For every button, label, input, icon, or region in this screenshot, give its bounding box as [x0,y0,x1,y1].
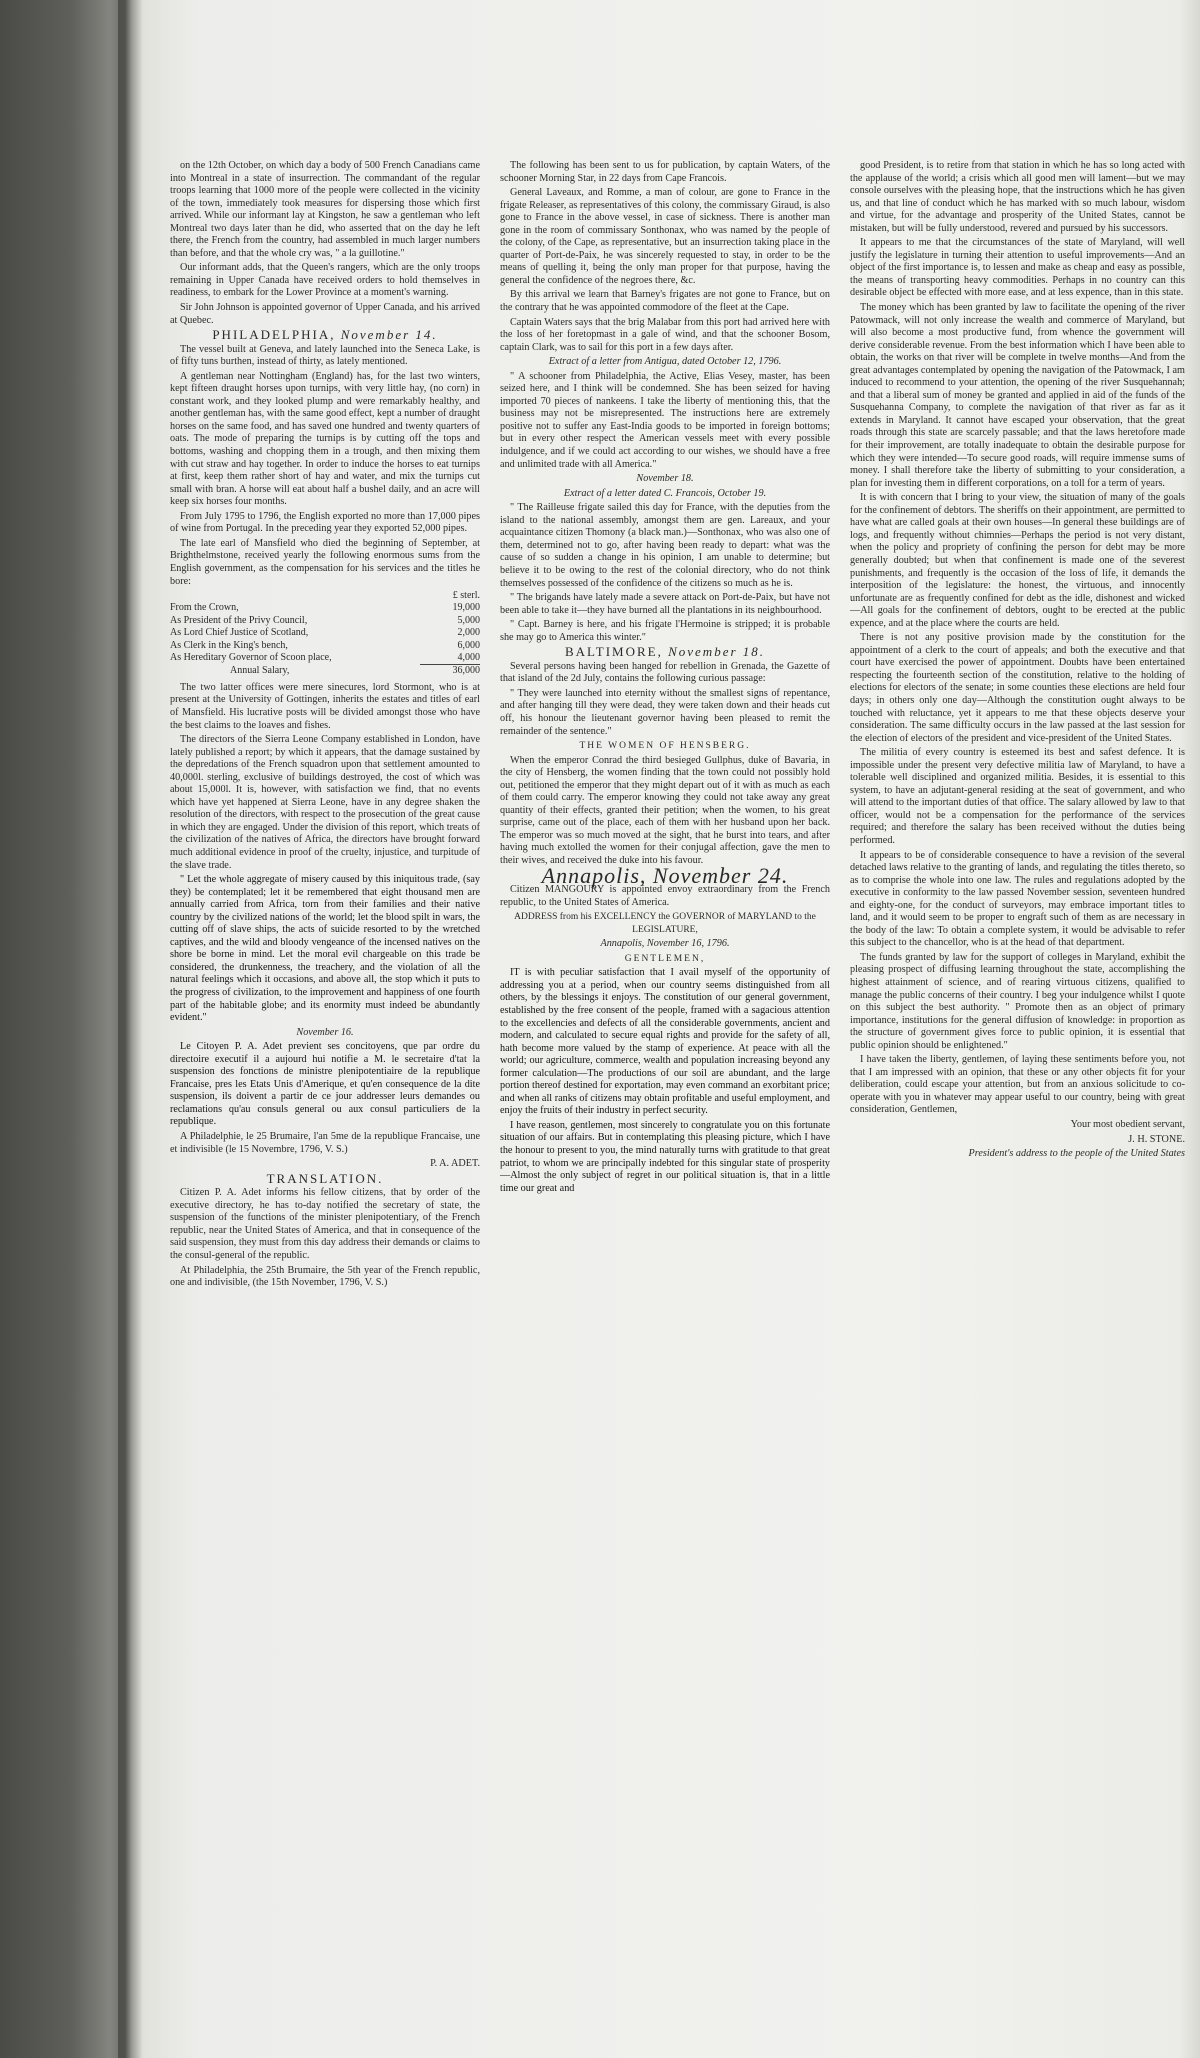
paragraph: good President, is to retire from that station in which he has so long acted with the applause of the world; a crisis which all good men will lament—but we may console ourselves with the pleasing hope, that the instructions which he has given us, and that line of conduct which he has marked with so much labour, wisdom and virtue, for the advantage and prosperity of the United States, cannot be mistaken, but will be fully understood, revered and pursued by his successors. [850,160,1185,234]
paragraph: From July 1795 to 1796, the English exported no more than 17,000 pipes of wine from Portugal. In the preceding year they exported 52,000 pipes. [170,510,480,535]
paragraph: " The brigands have lately made a severe attack on Port-de-Paix, but have not been able to take it—they have burned all the plantations in its neighbourhood. [500,592,830,616]
paragraph: The vessel built at Geneva, and lately launched into the Seneca Lake, is of fifty tuns burthen, instead of thirty, as lately mentioned. [170,343,480,368]
heading-date: November 14. [340,327,438,343]
paragraph: on the 12th October, on which day a body of 500 French Canadians came into Montreal in a state of insurrection. The commandant of the regular troops learning that 1000 more of the people were collected in the vicinity of the town, immediately took measures for dispersing those which first arrived. While our informant lay at Kingston, he saw a gentleman who left Montreal two days later than he did, who asserted that on the day he left there, the French from the country, had assembled in much larger numbers than before, and that the whole cry was, " a la guillotine." [170,160,480,259]
table-row: As Hereditary Governor of Scoon place, 4,000 [170,652,480,664]
paragraph: The following has been sent to us for publication, by captain Waters, of the schooner Morning Star, in 22 days from Cape Francois. [500,160,830,184]
paragraph: IT is with peculiar satisfaction that I avail myself of the opportunity of addressing you at a period, when our country seems distinguished from all others, by the blessings it enjoys. The constitution of our general government, established by the free consent of the people, framed with a sagacious attention to the excellencies and defects of all the considerable governments, ancient and modern, and calculated to secure equal rights and provide for the safety of all, hath become more valued by the stamp of experience. At peace with all the world; our agriculture, commerce, wealth and population increasing beyond any former calculation—The productions of our soil are abundant, and the large portion thereof destined for exportation, may even command an exorbitant price; and when all ranks of citizens may obtain profitable and useful employment, and enjoy the fruits of their industry in perfect security. [500,967,830,1117]
paragraph: The late earl of Mansfield who died the beginning of September, at Brighthelmstone, received yearly the following enormous sums from the English government, as the compensation for his services and the titles he bore: [170,537,480,587]
table-row: From the Crown, 19,000 [170,602,480,614]
paragraph: Our informant adds, that the Queen's rangers, which are the only troops remaining in Upper Canada have received orders to hold themselves in readiness, to embark for the Lower Province at a moment's warning. [170,262,480,299]
paragraph: When the emperor Conrad the third besieged Gullphus, duke of Bavaria, in the city of Hensberg, the women finding that the town could not possibly hold out, petitioned the emperor that they might depart out of it with as much as each of them could carry. The emperor knowing they could not take away any great quantity of their effects, granted their petition; when the women, to his great surprise, came out of the place, each of them with her husband upon her back. The emperor was so much moved at the sight, that he burst into tears, and after having much extolled the women for their conjugal affection, gave the men to their wives, and received the duke into his favour. [500,754,830,866]
salary-table [170,590,480,678]
paragraph: It appears to be of considerable consequence to have a revision of the several detached laws relative to the granting of lands, and regulating the titles thereto, so as to comprise the whole into one law. The rules and regulations adopted by the executive in conformity to the law passed November session, seventeen hundred and eighty-one, for the conduct of surveyors, may embrace important titles to land, and it would seem to be proper to engraft such of them as are necessary in the body of the law: To obtain a complete system, it would be advisable to refer this subject to the chancellor, who is at the head of that department. [850,849,1185,949]
paragraph: The directors of the Sierra Leone Company established in London, have lately published a report; by which it appears, that the damage sustained by the depredations of the French squadron upon that settlement amounted to 40,000l. sterling, exclusive of buildings destroyed, the cost of which was about 15,000l. It is, however, with satisfaction we find, that no events which have yet happened at Sierra Leone, have in any degree shaken the resolution of the directors, with respect to the prosecution of the great cause in which they are engaged. Under the division of this report, which treats of the civilization of the natives of Africa, the directors have brought forward much additional evidence in proof of the cruelty, injustice, and turpitude of the slave trade. [170,734,480,871]
dateline: November 18. [636,473,694,485]
paragraph: I have taken the liberty, gentlemen, of laying these sentiments before you, not that I am impressed with an opinion, that these or any other objects fit for your deliberation, could escape your attention, but from an anxious solicitude to co-operate with you in whatever may appear useful to our country, being with great consideration, Gentlemen, [850,1054,1185,1116]
salutation: GENTLEMEN, [624,953,706,964]
extract-heading: Extract of a letter from Antigua, dated October 12, 1796. [548,356,782,368]
paragraph: At Philadelphia, the 25th Brumaire, the 5th year of the French republic, one and indivisible, (the 15th November, 1796, V. S.) [170,1264,480,1289]
paragraph: I have reason, gentlemen, most sincerely to congratulate you on this fortunate situation of our affairs. But in contemplating this pleasing picture, which I have the honour to present to you, the mind naturally turns with gratitude to that great patriot, to whom we are principally indebted for this singular state of prosperity—Almost the only subject of regret in our political situation is, that in a little time our great and [500,1119,830,1194]
extract-heading: Extract of a letter dated C. Francois, October 19. [563,487,767,499]
dateline-heading [500,646,830,659]
paragraph: Citizen P. A. Adet informs his fellow citizens, that by order of the executive directory, he has to-day notified the secretary of state, the suspension of the functions of the minister plenipotentiary, of the French republic, near the United States of America, and that in consequence of the said suspension, they must from this day address their demands or claims to the consul-general of the republic. [170,1187,480,1261]
paragraph: A gentleman near Nottingham (England) has, for the last two winters, kept fifteen draught horses upon turnips, with very little hay, (no corn) in constant work, and they looked plump and were remarkably healthy, and another gentleman has, with the same good effect, kept a number of draught horses on the same food, and has saved one hundred and twenty quarters of oats. The mode of preparing the turnips is by cutting off the tops and bottoms, washing and chopping them in a trough, and then mixing them with cut straw and hay together. In order to induce the horses to eat turnips at first, keep them rather short of hay and water, and mix the turnips cut small with bran. A horse will eat about half a bushel daily, and an acre will keep six horses four months. [170,370,480,508]
paragraph: The money which has been granted by law to facilitate the opening of the river Patowmack, will not only increase the wealth and commerce of Maryland, but will also become a most productive fund, from whence the government will derive considerable revenue. From the best information which I have been able to obtain, the works on that river will be complete in twelve months—And from the great advantages contemplated by opening the navigation of the Patowmack, I am induced to recommend to your attention, the opening of the river Susquehannah; and that a liberal sum of money be granted and applied in aid of the funds of the Susquehanna Company, to complete the navigation of that river as far as it extends in Maryland. It cannot have escaped your observation, that the great roads through this state are scarcely passable; and that the laws heretofore made for their improvement, are totally inadequate to obtain the desirable purpose for which they were intended—To secure good roads, will require immense sums of money. I shall therefore take the liberty of submitting to your consideration, a plan for investing them in different corporations, on a toll for a term of years. [850,302,1185,489]
paragraph: General Laveaux, and Romme, a man of colour, are gone to France in the frigate Releaser, as representatives of this colony, the commissary Giraud, is also gone to France in the above vessel, in case of sickness. There is another man gone in the room of commissary Sonthonax, who was named by the people of the colony, of the Cape, as representative, but an insurrection taking place in the quarter of Port-de-Paix, he was sincerely requested to stay, in order to be the means of quelling it, being the only man proper for that purpose, having the general the confidence of the negroes there, &c. [500,187,830,286]
paragraph: Sir John Johnson is appointed governor of Upper Canada, and his arrived at Quebec. [170,302,480,326]
paragraph: A Philadelphie, le 25 Brumaire, l'an 5me de la republique Francaise, une et indivisible (le 15 Novembre, 1796, V. S.) [170,1131,480,1155]
paragraph: Le Citoyen P. A. Adet previent ses concitoyens, que par ordre du directoire executif il a aujourd hui notifie a M. le secretaire d'tat la suspension des fonctions de ministre plenipotentiaire de la republique Francaise, pres les Etats Unis d'Amerique, et qu'en consequence de la dite suspension, ils doivent a partir de ce jour addresser leurs demandes ou reclamations qu'au consuls general ou aux consul particuliers de la republique. [170,1041,480,1128]
binding-shadow [118,0,144,2058]
paragraph: It appears to me that the circumstances of the state of Maryland, will well justify the legislature in turning their attention to useful improvements—And an object of the first importance is, to lessen and make as cheap and easy as possible, the means of transporting heavy commodities. Perhaps in no country can this desirable object be effected with more ease, and at less expence, than in this state. [850,237,1185,299]
column-3 [850,160,1185,1163]
heading-date: November 18. [668,644,766,660]
paragraph: The militia of every country is esteemed its best and safest defence. It is impossible under the present very defective militia law of Maryland, to have a tolerable well disciplined and organized militia. Besides, it is essential to this system, to have an adjutant-general residing at the seat of government, and who will attend to the important duties of that office. The salary allowed by law to that officer, would not be a compensation for the performance of the services required; and therefore the salary has been received without the duties being performed. [850,747,1185,846]
paragraph: Several persons having been hanged for rebellion in Grenada, the Gazette of that island of the 2d July, contains the following curious passage: [500,660,830,685]
paragraph: It is with concern that I bring to your view, the situation of many of the goals for the confinement of debtors. The sheriffs on their appointment, are permitted to have what are called goals at their own houses—In general these buildings are of logs, and frequently without chimnies—Perhaps the period is not very distant, when the policy and propriety of confining the person for debt may be more generally doubted; but when that confinement is made one of the severest punishments, and frequently is the occasion of the loss of life, it demands the interposition of the legislature: the honest, the virtuous, and innocently unfortunate are as frequently confined for debt as the idle, dishonest and wicked—All goals for the confinement of debtors, ought to be erected at the public expence, and at the place where the courts are held. [850,492,1185,629]
dateline: November 16. [296,1026,354,1038]
closing: Your most obedient servant, [1070,1119,1185,1131]
paragraph: The funds granted by law for the support of colleges in Maryland, exhibit the pleasing prospect of diffusing learning throughout the state, accomplishing the highest attainment of science, and of rearing virtuous citizens, qualified to manage the public concerns of their country. I beg your indulgence whilst I quote on this subject the best authority. " Promote then as an object of primary importance, institutions for the general diffusion of knowledge: in proportion as the structure of government gives force to public opinion, it is essential that public opinion should be enlightened." [850,951,1185,1051]
column-2 [500,160,830,1197]
paragraph: There is not any positive provision made by the constitution for the appointment of a clerk to the court of appeals; and both the executive and that court have exercised the power of appointment. Doubts have been entertained respecting the fourteenth section of the constitution, relative to the holding of elections for electors of the senate; in some counties these elections are held four days; in others only one day—Although the constitution ought always to be touched with reluctance, yet it appears to me that these objects deserve your consideration. The same difficulty occurs in the law passed at the last session for the election of electors of the president and vice-president of the United States. [850,632,1185,744]
address-heading: ADDRESS from his EXCELLENCY the GOVERNOR of MARYLAND to the LEGISLATURE, [514,912,816,935]
newspaper-page [170,160,1185,2040]
heading-text: BALTIMORE, [564,644,663,660]
table-row: As President of the Privy Council, 5,000 [170,614,480,626]
section-heading: TRANSLATION. [266,1170,384,1186]
dateline: Annapolis, November 16, 1796. [600,938,730,950]
footnote: President's address to the people of the United States [968,1148,1185,1160]
paragraph: " The Railleuse frigate sailed this day for France, with the deputies from the island to the national assembly, amongst them are gen. Lareaux, and your acquaintance citizen Thomony (a black man.)—Sonthonax, who was also one of them, determined not to go, after having been ready to depart: what was the cause of so sudden a change in his opinion, I am unable to determine; but believe it to be owing to the rest of the colonial directory, who do not think themselves possessed of the confidence of the citizens so much as he is. [500,502,830,589]
paragraph: Citizen MANGOURY is appointed envoy extraordinary from the French republic, to the United States of America. [500,884,830,908]
paragraph: By this arrival we learn that Barney's frigates are not gone to France, but on the contrary that he was appointed commodore of the fleet at the Cape. [500,289,830,314]
table-unit: £ sterl. [452,590,480,602]
paragraph: " They were launched into eternity without the smallest signs of repentance, and after hanging till they were dead, they were taken down and their heads cut off, his honour the lieutenant governor having been pleased to remit the remainder of the sentence." [500,687,830,737]
section-heading: THE WOMEN OF HENSBERG. [579,741,751,752]
column-1 [170,160,480,1292]
paragraph: Captain Waters says that the brig Malabar from this port had arrived here with the loss of her foretopmast in a gale of wind, and that the schooner Bosom, captain Clark, was to sail for this port in a few days after. [500,316,830,353]
table-total-row: Annual Salary, 36,000 [230,665,480,677]
dateline-heading [170,329,480,342]
paragraph: " A schooner from Philadelphia, the Active, Elias Vesey, master, has been seized here, and I think will be condemned. She has been seized for having imported 70 pieces of nankeens. I take the liberty of mentioning this, that the business may not be misrepresented. The instructions here are extremely positive not to suffer any East-India goods to be imported in foreign bottoms; but in every other respect the American vessels meet with every possible indulgence, and if we could act according to our wishes, we should have a free and unlimited trade with all America." [500,370,830,470]
signature: P. A. ADET. [430,1158,480,1170]
paragraph: " Capt. Barney is here, and his frigate l'Hermoine is stripped; it is probable she may go to America this winter." [500,619,830,643]
paragraph: " Let the whole aggregate of misery caused by this iniquitous trade, (say they) be contemplated; let it be remembered that eight thousand men are annually carried from Africa, torn from their families and their native country by the civilized nations of the world; let the blood spilt in wars, the cutting off of slave ships, the acts of suicide resorted to by the wretched captives, and the wild and bloody vengeance of the incensed natives on the shore be borne in mind. Let the moral evil chargeable on this trade be considered, the drunkenness, the treachery, and the violation of all the natural feelings which it occasions, and above all, the stop which it puts to the progress of civilization, to the improvement and happiness of one fourth part of the habitable globe; and its enormity must indeed be abundantly evident." [170,874,480,1024]
signature: J. H. STONE. [1128,1133,1185,1145]
paragraph: The two latter offices were mere sinecures, lord Stormont, who is at present at the University of Gottingen, inherits the estates and titles of earl of Mansfield. His lucrative posts will be divided amongst those who have the best claims to the loaves and fishes. [170,681,480,731]
heading-text: PHILADELPHIA, [212,327,336,343]
table-row: As Lord Chief Justice of Scotland, 2,000 [170,627,480,639]
annapolis-heading: Annapolis, November 24. [541,862,789,888]
table-row: As Clerk in the King's bench, 6,000 [170,639,480,651]
